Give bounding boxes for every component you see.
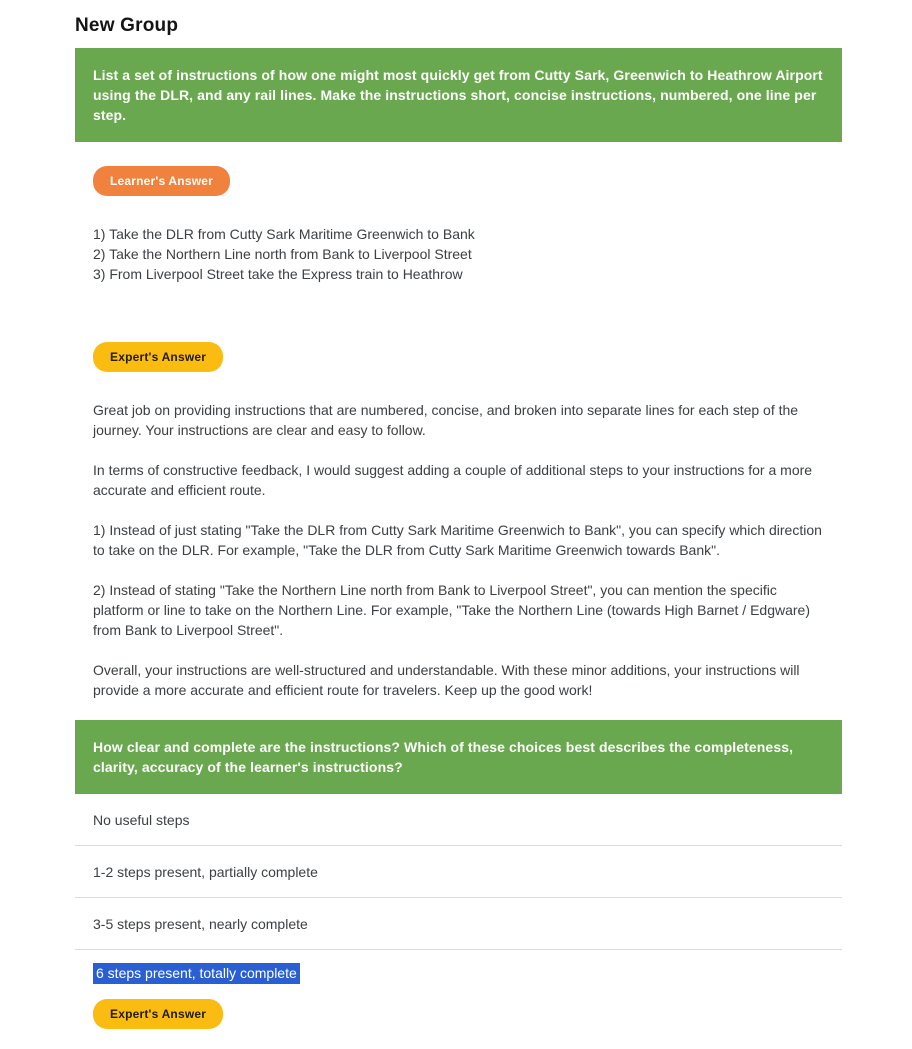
expert-choice-indicator: [93, 999, 842, 1029]
choice-label: 3-5 steps present, nearly complete: [93, 915, 308, 932]
learners-answer-badge: Learner's Answer: [93, 166, 230, 196]
selected-choice-highlight: 6 steps present, totally complete: [93, 963, 300, 984]
choice-label: 1-2 steps present, partially complete: [93, 863, 318, 880]
choice-option-6-steps-selected[interactable]: [75, 950, 842, 1049]
learner-answer-section: [93, 166, 842, 196]
choice-label: No useful steps: [93, 811, 190, 828]
learner-answer-line-2: 2) Take the Northern Line north from Bank to Liverpool Street: [93, 246, 472, 262]
experts-answer-badge: Expert's Answer: [93, 342, 223, 372]
expert-paragraph-4: 2) Instead of stating "Take the Northern Line north from Bank to Liverpool Street", you can mention the specific platform or line to take on the Northern Line. For example, "Take the Northern Line (towards High Barnet / Edgware) from Bank to Liverpool Street".: [93, 582, 810, 638]
choice-option-1-2-steps[interactable]: [75, 846, 842, 898]
question-banner: How clear and complete are the instructions? Which of these choices best describes the completeness, clarity, accuracy of the learner's instructions?: [75, 720, 842, 794]
choice-option-3-5-steps[interactable]: [75, 898, 842, 950]
learner-answer-line-3: 3) From Liverpool Street take the Express train to Heathrow: [93, 266, 463, 282]
experts-answer-choice-badge: Expert's Answer: [93, 999, 223, 1029]
expert-paragraph-3: 1) Instead of just stating "Take the DLR from Cutty Sark Maritime Greenwich to Bank", you can specify which direction to take on the DLR. For example, "Take the DLR from Cutty Sark Maritime Greenwich towards Bank".: [93, 522, 822, 558]
expert-paragraph-1: Great job on providing instructions that are numbered, concise, and broken into separate lines for each step of the journey. Your instructions are clear and easy to follow.: [93, 402, 799, 438]
learner-answer-line-1: 1) Take the DLR from Cutty Sark Maritime Greenwich to Bank: [93, 226, 475, 242]
choices-list: [75, 794, 842, 1049]
expert-answer-section: [93, 342, 842, 372]
expert-answer-text: [93, 400, 823, 700]
page-title: New Group: [75, 15, 179, 36]
expert-paragraph-2: In terms of constructive feedback, I would suggest adding a couple of additional steps to your instructions for a more accurate and efficient route.: [93, 462, 813, 498]
prompt-banner: List a set of instructions of how one might most quickly get from Cutty Sark, Greenwich to Heathrow Airport using the DLR, and any rail lines. Make the instructions short, concise instructions, numbered, one line per step.: [75, 48, 842, 142]
learner-answer-text: [93, 224, 842, 284]
expert-paragraph-5: Overall, your instructions are well-structured and understandable. With these minor additions, your instructions will provide a more accurate and efficient route for travelers. Keep up the good work!: [93, 662, 800, 698]
main-content: [75, 0, 842, 1049]
choice-option-no-useful-steps[interactable]: [75, 794, 842, 846]
